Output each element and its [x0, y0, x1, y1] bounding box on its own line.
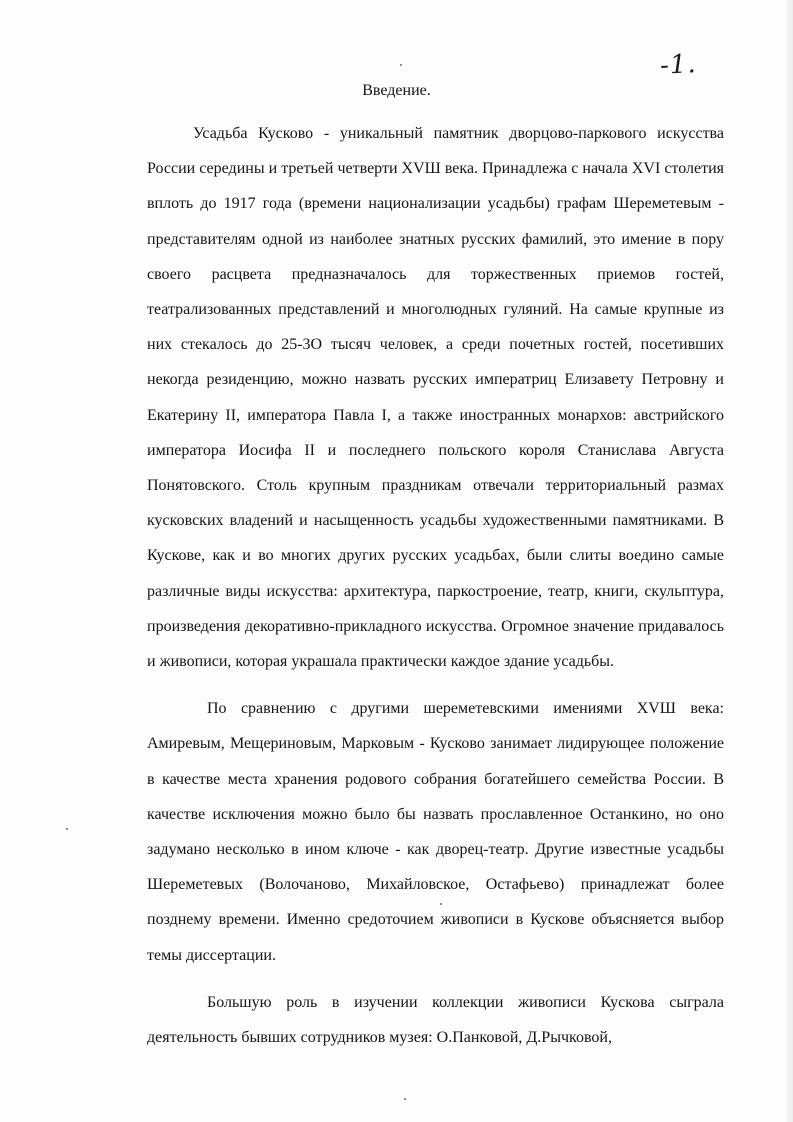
scan-speck [400, 64, 402, 66]
scan-speck [66, 828, 68, 830]
paragraph-2: По сравнению с другими шереметевскими имениями XVШ века: Амиревым, Мещериновым, Марковым - Кусково занимает лидирующее положение в качестве места хранения родового собрания богатейшего семейства России. В качестве исключения можно было бы назвать прославленное Останкино, но оно задумано несколько в ином ключе - как дворец-театр. Другие известные усадьбы Шереметевых (Волочаново, Михайловское, Остафьево) принадлежат более позднему времени. Именно средоточием живописи в Кускове объясняется выбор темы диссертации. [147, 700, 724, 964]
page-number: -1. [659, 49, 698, 81]
scan-speck [404, 1098, 406, 1100]
paragraph-1: Усадьба Кусково - уникальный памятник дворцово-паркового искусства России середины и третьей четверти XVШ века. Принадлежа с начала XVI столетия вплоть до 1917 года (времени национализации усадьбы) графам Шереметевым - представителям одной из наиболее знатных русских фамилий, это имение в пору своего расцвета предназначалось для торжественных приемов гостей, театрализованных представлений и многолюдных гуляний. На самые крупные из них стекалось до 25-3О тысяч человек, а среди почетных гостей, посетивших некогда резиденцию, можно назвать русских императриц Елизавету Петровну и Екатерину II, императора Павла I, а также иностранных монархов: австрийского императора Иосифа II и последнего польского короля Станислава Августа Понятовского. Столь крупным праздникам отвечали территориальный размах кусковских владений и насыщенность усадьбы художественными памятниками. В Кускове, как и во многих других русских усадьбах, были слиты воедино самые различные виды искусства: архитектура, паркостроение, театр, книги, скульптура, произведения декоративно-прикладного искусства. Огромное значение придавалось и живописи, которая украшала практически каждое здание усадьбы. [147, 125, 724, 671]
scan-speck [440, 903, 442, 905]
scan-edge [786, 0, 793, 1122]
paragraph-3: Большую роль в изучении коллекции живописи Кускова сыграла деятельность бывших сотрудников музея: О.Панковой, Д.Рычковой, [147, 993, 724, 1047]
page-title: Введение. [362, 82, 431, 99]
body-text [147, 116, 724, 1055]
